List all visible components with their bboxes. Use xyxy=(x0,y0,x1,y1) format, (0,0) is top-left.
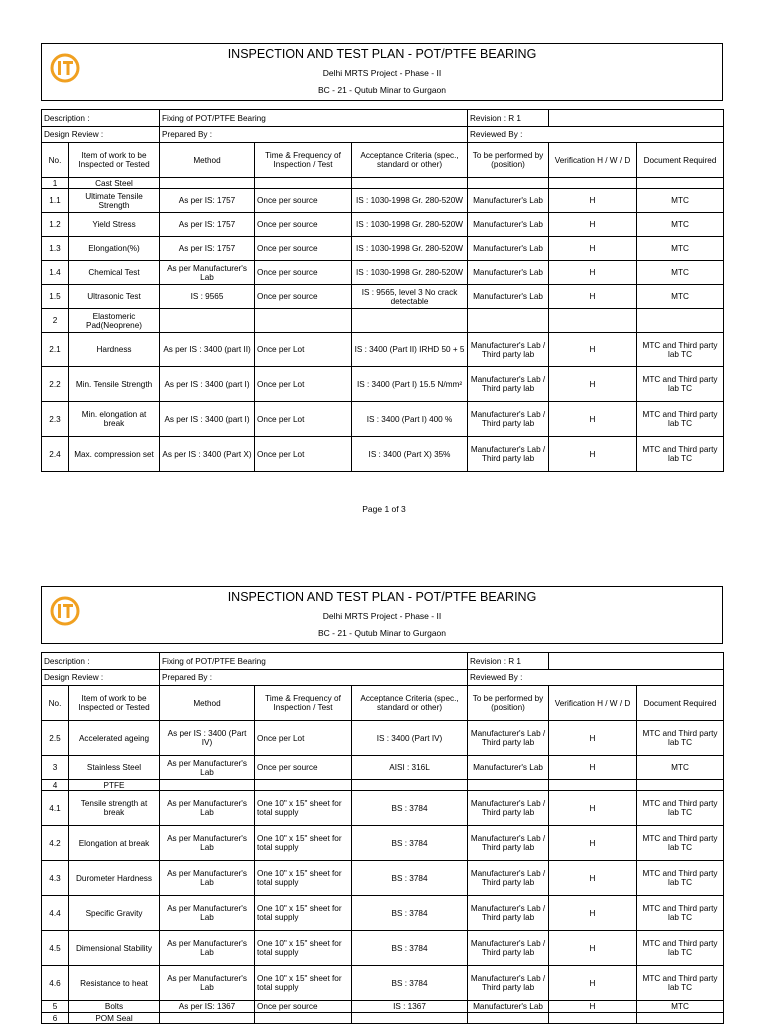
row-method: As per Manufacturer's Lab xyxy=(160,756,255,780)
row-document xyxy=(637,1013,724,1024)
row-acceptance: IS : 9565, level 3 No crack detectable xyxy=(352,285,468,309)
row-number: 4.5 xyxy=(42,931,69,966)
row-method: As per IS : 3400 (Part X) xyxy=(160,437,255,472)
row-item: Hardness xyxy=(69,333,160,367)
row-acceptance: IS : 1030-1998 Gr. 280-520W xyxy=(352,213,468,237)
row-verification: H xyxy=(549,285,637,309)
row-method: IS : 9565 xyxy=(160,285,255,309)
row-method: As per IS: 1757 xyxy=(160,237,255,261)
row-frequency xyxy=(255,309,352,333)
row-method: As per IS: 1757 xyxy=(160,189,255,213)
table-row xyxy=(42,261,724,285)
row-acceptance: BS : 3784 xyxy=(352,791,468,826)
col-header: Acceptance Criteria (spec., standard or other) xyxy=(352,143,468,178)
row-frequency: Once per source xyxy=(255,756,352,780)
row-frequency: One 10" x 15" sheet for total supply xyxy=(255,791,352,826)
row-number: 1.4 xyxy=(42,261,69,285)
row-document: MTC xyxy=(637,756,724,780)
row-performed-by: Manufacturer's Lab xyxy=(468,756,549,780)
table-body xyxy=(42,721,724,1024)
row-method: As per Manufacturer's Lab xyxy=(160,791,255,826)
row-item: Resistance to heat xyxy=(69,966,160,1001)
row-number: 6 xyxy=(42,1013,69,1024)
column-header-row xyxy=(42,143,724,178)
row-number: 3 xyxy=(42,756,69,780)
row-number: 4 xyxy=(42,780,69,791)
row-number: 4.4 xyxy=(42,896,69,931)
row-item: Specific Gravity xyxy=(69,896,160,931)
row-document: MTC xyxy=(637,213,724,237)
row-performed-by: Manufacturer's Lab xyxy=(468,285,549,309)
row-document: MTC and Third party lab TC xyxy=(637,437,724,472)
table-row xyxy=(42,367,724,402)
row-verification: H xyxy=(549,826,637,861)
row-performed-by: Manufacturer's Lab / Third party lab xyxy=(468,437,549,472)
col-header: Verification H / W / D xyxy=(549,143,637,178)
row-number: 2 xyxy=(42,309,69,333)
col-header: Method xyxy=(160,686,255,721)
row-document xyxy=(637,780,724,791)
row-acceptance: BS : 3784 xyxy=(352,896,468,931)
row-acceptance xyxy=(352,1013,468,1024)
row-item: Accelerated ageing xyxy=(69,721,160,756)
row-performed-by: Manufacturer's Lab / Third party lab xyxy=(468,367,549,402)
row-performed-by: Manufacturer's Lab xyxy=(468,189,549,213)
row-item: POM Seal xyxy=(69,1013,160,1024)
description-value: Fixing of POT/PTFE Bearing xyxy=(160,110,468,127)
row-verification: H xyxy=(549,861,637,896)
row-verification: H xyxy=(549,756,637,780)
row-item: Stainless Steel xyxy=(69,756,160,780)
prepared-by: Prepared By : xyxy=(160,127,468,143)
row-verification: H xyxy=(549,791,637,826)
row-acceptance: BS : 3784 xyxy=(352,966,468,1001)
row-document: MTC and Third party lab TC xyxy=(637,791,724,826)
row-frequency: One 10" x 15" sheet for total supply xyxy=(255,826,352,861)
row-performed-by: Manufacturer's Lab xyxy=(468,213,549,237)
row-verification: H xyxy=(549,213,637,237)
row-performed-by: Manufacturer's Lab / Third party lab xyxy=(468,721,549,756)
row-item: Yield Stress xyxy=(69,213,160,237)
col-header: Verification H / W / D xyxy=(549,686,637,721)
row-number: 4.3 xyxy=(42,861,69,896)
description-label: Description : xyxy=(42,653,160,670)
row-performed-by: Manufacturer's Lab xyxy=(468,1001,549,1013)
row-verification: H xyxy=(549,367,637,402)
table-row xyxy=(42,189,724,213)
col-header: To be performed by (position) xyxy=(468,143,549,178)
row-verification xyxy=(549,1013,637,1024)
row-method: As per Manufacturer's Lab xyxy=(160,896,255,931)
col-header: Document Required xyxy=(637,686,724,721)
row-verification xyxy=(549,178,637,189)
row-performed-by xyxy=(468,309,549,333)
table-row xyxy=(42,966,724,1001)
row-frequency xyxy=(255,1013,352,1024)
row-document: MTC and Third party lab TC xyxy=(637,402,724,437)
row-acceptance: IS : 1030-1998 Gr. 280-520W xyxy=(352,261,468,285)
row-frequency: Once per Lot xyxy=(255,333,352,367)
row-item: Ultrasonic Test xyxy=(69,285,160,309)
row-number: 1.5 xyxy=(42,285,69,309)
row-verification: H xyxy=(549,966,637,1001)
row-document: MTC and Third party lab TC xyxy=(637,367,724,402)
col-header: Item of work to be Inspected or Tested xyxy=(69,143,160,178)
row-acceptance: AISI : 316L xyxy=(352,756,468,780)
row-number: 2.4 xyxy=(42,437,69,472)
row-frequency: Once per source xyxy=(255,213,352,237)
row-number: 1.2 xyxy=(42,213,69,237)
reviewed-by: Reviewed By : xyxy=(468,670,724,686)
row-verification: H xyxy=(549,437,637,472)
page-header xyxy=(41,586,723,644)
row-method: As per IS : 3400 (part II) xyxy=(160,333,255,367)
row-frequency: Once per source xyxy=(255,285,352,309)
row-acceptance xyxy=(352,178,468,189)
row-frequency: Once per source xyxy=(255,189,352,213)
row-document: MTC xyxy=(637,285,724,309)
row-document: MTC and Third party lab TC xyxy=(637,721,724,756)
table-row xyxy=(42,213,724,237)
row-method xyxy=(160,178,255,189)
row-frequency xyxy=(255,780,352,791)
table-row xyxy=(42,756,724,780)
row-acceptance: IS : 3400 (Part X) 35% xyxy=(352,437,468,472)
row-frequency: Once per Lot xyxy=(255,367,352,402)
row-verification: H xyxy=(549,261,637,285)
table-row xyxy=(42,780,724,791)
row-verification: H xyxy=(549,896,637,931)
row-document: MTC and Third party lab TC xyxy=(637,966,724,1001)
row-performed-by: Manufacturer's Lab xyxy=(468,261,549,285)
description-label: Description : xyxy=(42,110,160,127)
project-name: Delhi MRTS Project - Phase - II xyxy=(322,68,442,78)
contract-name: BC - 21 - Qutub Minar to Gurgaon xyxy=(317,85,447,95)
row-item: Elastomeric Pad(Neoprene) xyxy=(69,309,160,333)
row-verification: H xyxy=(549,333,637,367)
page-footer: Page 1 of 3 xyxy=(362,504,406,514)
row-document: MTC and Third party lab TC xyxy=(637,333,724,367)
row-item: Elongation(%) xyxy=(69,237,160,261)
table-row xyxy=(42,1013,724,1024)
row-method xyxy=(160,780,255,791)
row-frequency: Once per Lot xyxy=(255,437,352,472)
row-verification: H xyxy=(549,237,637,261)
row-method: As per Manufacturer's Lab xyxy=(160,931,255,966)
row-acceptance: IS : 3400 (Part I) 15.5 N/mm² xyxy=(352,367,468,402)
row-acceptance: BS : 3784 xyxy=(352,861,468,896)
row-frequency: Once per Lot xyxy=(255,721,352,756)
col-header: No. xyxy=(42,686,69,721)
row-number: 1 xyxy=(42,178,69,189)
row-frequency: One 10" x 15" sheet for total supply xyxy=(255,896,352,931)
col-header: Time & Frequency of Inspection / Test xyxy=(255,143,352,178)
col-header: To be performed by (position) xyxy=(468,686,549,721)
row-item: Cast Steel xyxy=(69,178,160,189)
row-item: Min. Tensile Strength xyxy=(69,367,160,402)
revision: Revision : R 1 xyxy=(468,110,549,127)
row-performed-by: Manufacturer's Lab / Third party lab xyxy=(468,896,549,931)
itp-table xyxy=(41,652,724,1024)
table-row xyxy=(42,861,724,896)
row-frequency: Once per source xyxy=(255,261,352,285)
row-item: Max. compression set xyxy=(69,437,160,472)
row-performed-by xyxy=(468,780,549,791)
row-method xyxy=(160,309,255,333)
col-header: Method xyxy=(160,143,255,178)
row-performed-by xyxy=(468,178,549,189)
row-item: PTFE xyxy=(69,780,160,791)
row-method: As per IS : 3400 (part I) xyxy=(160,402,255,437)
row-method: As per Manufacturer's Lab xyxy=(160,261,255,285)
row-number: 2.5 xyxy=(42,721,69,756)
row-document: MTC and Third party lab TC xyxy=(637,931,724,966)
row-method: As per IS : 3400 (part I) xyxy=(160,367,255,402)
row-document: MTC and Third party lab TC xyxy=(637,896,724,931)
row-item: Durometer Hardness xyxy=(69,861,160,896)
row-performed-by: Manufacturer's Lab xyxy=(468,237,549,261)
col-header: Document Required xyxy=(637,143,724,178)
row-acceptance: IS : 1030-1998 Gr. 280-520W xyxy=(352,237,468,261)
table-row xyxy=(42,285,724,309)
row-method xyxy=(160,1013,255,1024)
row-acceptance: BS : 3784 xyxy=(352,931,468,966)
row-acceptance: IS : 3400 (Part I) 400 % xyxy=(352,402,468,437)
row-item: Dimensional Stability xyxy=(69,931,160,966)
row-verification: H xyxy=(549,189,637,213)
project-name: Delhi MRTS Project - Phase - II xyxy=(322,611,442,621)
row-performed-by xyxy=(468,1013,549,1024)
row-method: As per IS : 3400 (Part IV) xyxy=(160,721,255,756)
row-item: Ultimate Tensile Strength xyxy=(69,189,160,213)
row-performed-by: Manufacturer's Lab / Third party lab xyxy=(468,402,549,437)
row-frequency: One 10" x 15" sheet for total supply xyxy=(255,966,352,1001)
table-row xyxy=(42,437,724,472)
row-acceptance xyxy=(352,309,468,333)
row-number: 4.2 xyxy=(42,826,69,861)
row-acceptance: BS : 3784 xyxy=(352,826,468,861)
row-document: MTC xyxy=(637,1001,724,1013)
table-row xyxy=(42,721,724,756)
table-row xyxy=(42,931,724,966)
table-row xyxy=(42,402,724,437)
row-acceptance: IS : 1367 xyxy=(352,1001,468,1013)
design-review: Design Review : xyxy=(42,127,160,143)
row-document xyxy=(637,309,724,333)
row-performed-by: Manufacturer's Lab / Third party lab xyxy=(468,791,549,826)
row-acceptance: IS : 3400 (Part IV) xyxy=(352,721,468,756)
row-item: Elongation at break xyxy=(69,826,160,861)
row-number: 1.1 xyxy=(42,189,69,213)
row-frequency: One 10" x 15" sheet for total supply xyxy=(255,861,352,896)
row-performed-by: Manufacturer's Lab / Third party lab xyxy=(468,931,549,966)
row-frequency xyxy=(255,178,352,189)
table-row xyxy=(42,1001,724,1013)
col-header: No. xyxy=(42,143,69,178)
row-item: Min. elongation at break xyxy=(69,402,160,437)
document-title: INSPECTION AND TEST PLAN - POT/PTFE BEARING xyxy=(227,590,537,604)
col-header: Acceptance Criteria (spec., standard or other) xyxy=(352,686,468,721)
row-verification: H xyxy=(549,931,637,966)
table-row xyxy=(42,896,724,931)
table-row xyxy=(42,237,724,261)
row-document xyxy=(637,178,724,189)
table-row xyxy=(42,826,724,861)
table-row xyxy=(42,791,724,826)
row-document: MTC xyxy=(637,189,724,213)
row-document: MTC xyxy=(637,261,724,285)
row-number: 2.1 xyxy=(42,333,69,367)
row-frequency: Once per Lot xyxy=(255,402,352,437)
row-item: Chemical Test xyxy=(69,261,160,285)
row-performed-by: Manufacturer's Lab / Third party lab xyxy=(468,966,549,1001)
row-number: 2.3 xyxy=(42,402,69,437)
row-verification: H xyxy=(549,721,637,756)
column-header-row xyxy=(42,686,724,721)
row-verification: H xyxy=(549,1001,637,1013)
row-method: As per Manufacturer's Lab xyxy=(160,966,255,1001)
row-number: 4.1 xyxy=(42,791,69,826)
row-method: As per IS: 1367 xyxy=(160,1001,255,1013)
row-verification xyxy=(549,309,637,333)
page-header xyxy=(41,43,723,101)
row-verification: H xyxy=(549,402,637,437)
row-frequency: Once per source xyxy=(255,237,352,261)
row-acceptance xyxy=(352,780,468,791)
row-item: Bolts xyxy=(69,1001,160,1013)
row-method: As per Manufacturer's Lab xyxy=(160,861,255,896)
col-header: Item of work to be Inspected or Tested xyxy=(69,686,160,721)
row-acceptance: IS : 1030-1998 Gr. 280-520W xyxy=(352,189,468,213)
row-number: 4.6 xyxy=(42,966,69,1001)
revision: Revision : R 1 xyxy=(468,653,549,670)
document-title: INSPECTION AND TEST PLAN - POT/PTFE BEARING xyxy=(227,47,537,61)
row-number: 2.2 xyxy=(42,367,69,402)
row-method: As per IS: 1757 xyxy=(160,213,255,237)
row-document: MTC and Third party lab TC xyxy=(637,861,724,896)
table-row xyxy=(42,333,724,367)
row-document: MTC and Third party lab TC xyxy=(637,826,724,861)
col-header: Time & Frequency of Inspection / Test xyxy=(255,686,352,721)
table-body xyxy=(42,178,724,472)
reviewed-by: Reviewed By : xyxy=(468,127,724,143)
design-review: Design Review : xyxy=(42,670,160,686)
row-performed-by: Manufacturer's Lab / Third party lab xyxy=(468,333,549,367)
prepared-by: Prepared By : xyxy=(160,670,468,686)
row-verification xyxy=(549,780,637,791)
row-frequency: One 10" x 15" sheet for total supply xyxy=(255,931,352,966)
row-item: Tensile strength at break xyxy=(69,791,160,826)
contract-name: BC - 21 - Qutub Minar to Gurgaon xyxy=(317,628,447,638)
row-document: MTC xyxy=(637,237,724,261)
description-value: Fixing of POT/PTFE Bearing xyxy=(160,653,468,670)
row-acceptance: IS : 3400 (Part II) IRHD 50 + 5 xyxy=(352,333,468,367)
row-method: As per Manufacturer's Lab xyxy=(160,826,255,861)
row-performed-by: Manufacturer's Lab / Third party lab xyxy=(468,826,549,861)
row-performed-by: Manufacturer's Lab / Third party lab xyxy=(468,861,549,896)
row-frequency: Once per source xyxy=(255,1001,352,1013)
row-number: 5 xyxy=(42,1001,69,1013)
table-row xyxy=(42,178,724,189)
itp-table xyxy=(41,109,724,472)
row-number: 1.3 xyxy=(42,237,69,261)
table-row xyxy=(42,309,724,333)
